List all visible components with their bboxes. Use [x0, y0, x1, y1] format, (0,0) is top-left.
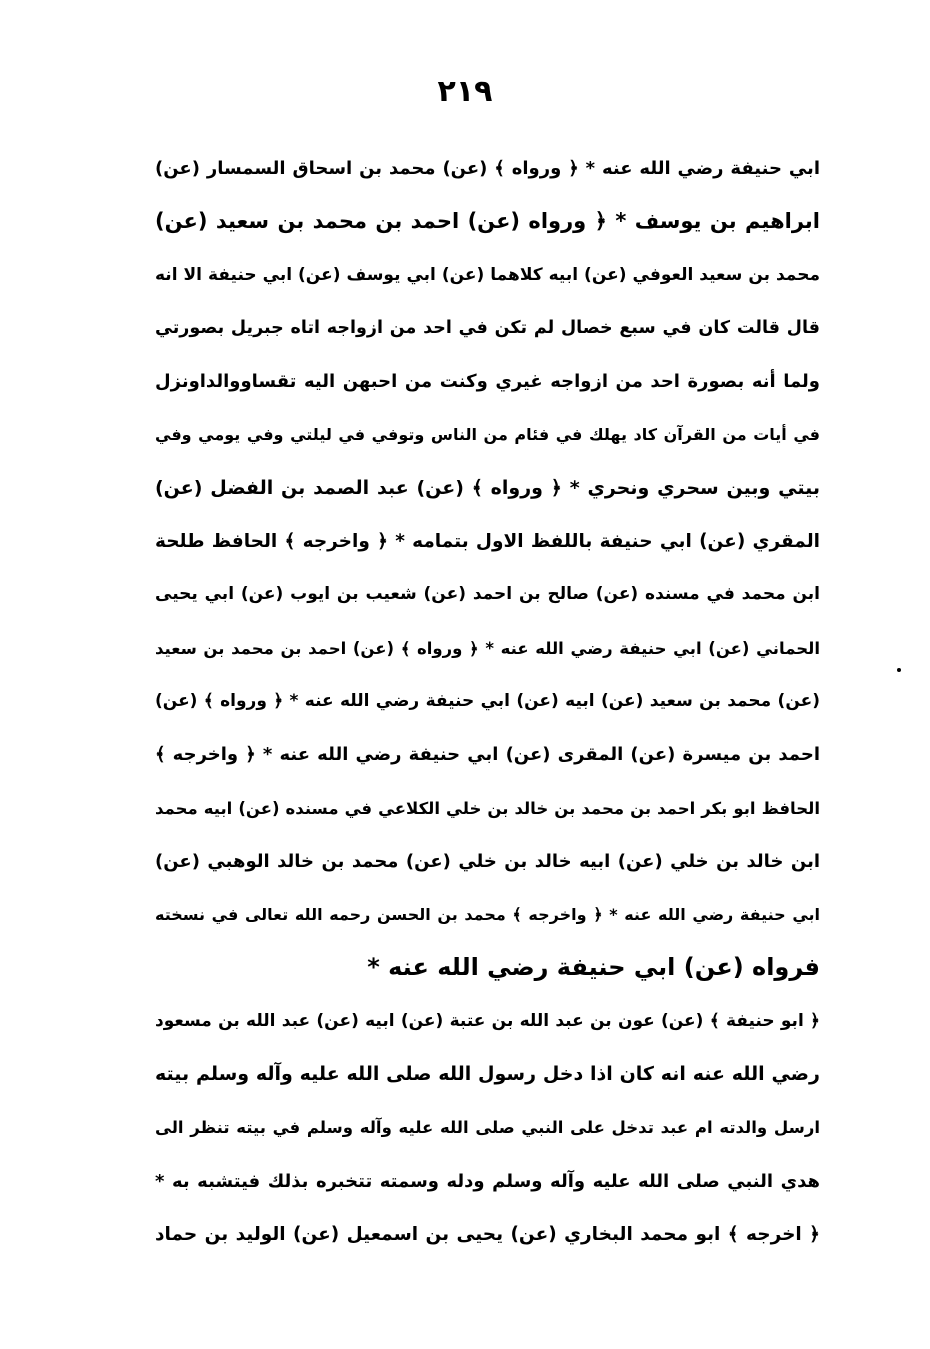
text-line: رضي الله عنه انه كان اذا دخل رسول الله صلى الله عليه وآله وسلم بيته [155, 1063, 820, 1086]
text-line: ولما أنه بصورة احد من ازواجه غيري وكنت من احبهن اليه تقساووالداونزل [155, 371, 820, 393]
text-line: هدي النبي صلى الله عليه وآله وسلم ودله وسمته تتخبره بذلك فيتشبه به * [155, 1170, 820, 1192]
text-line: ابن خالد بن خلي (عن) ابيه خالد بن خلي (عن) محمد بن خالد الوهبي (عن) [155, 850, 820, 872]
text-line: فرواه (عن) ابي حنيفة رضي الله عنه * [367, 953, 820, 982]
text-line: احمد بن ميسرة (عن) المقرى (عن) ابي حنيفة رضي الله عنه * ﴿ واخرجه ﴾ [155, 744, 820, 766]
text-line: الحافظ ابو بكر احمد بن محمد بن خالد بن خلي الكلاعي في مسنده (عن) ابيه محمد [155, 798, 820, 818]
text-line: الحماني (عن) ابي حنيفة رضي الله عنه * ﴿ ورواه ﴾ (عن) احمد بن محمد بن سعيد [155, 638, 820, 658]
text-line: المقري (عن) ابي حنيفة باللفظ الاول بتمامه * ﴿ واخرجه ﴾ الحافظ طلحة [155, 531, 820, 553]
text-line: ﴿ ابو حنيفة ﴾ (عن) عون بن عبد الله بن عتبة (عن) ابيه (عن) عبد الله بن مسعود [155, 1010, 820, 1031]
text-line: ابي حنيفة رضي الله عنه * ﴿ واخرجه ﴾ محمد بن الحسن رحمه الله تعالى في نسخته [155, 905, 820, 925]
page-number: ٢١٩ [437, 74, 493, 109]
text-line: ارسل والدته ام عبد تدخل على النبي صلى الله عليه وآله وسلم في بيته تنظر الى [155, 1118, 820, 1138]
text-line: قال قالت كان في سبع خصال لم تكن في احد من ازواجه اتاه جبريل بصورتي [155, 317, 820, 338]
ink-speck [897, 668, 901, 672]
text-line: ابراهيم بن يوسف * ﴿ ورواه (عن) احمد بن محمد بن سعيد (عن) [155, 209, 820, 234]
text-line: ﴿ اخرجه ﴾ ابو محمد البخاري (عن) يحيى بن اسمعيل (عن) الوليد بن حماد [155, 1223, 820, 1245]
text-line: ابي حنيفة رضي الله عنه * ﴿ ورواه ﴾ (عن) محمد بن اسحاق السمسار (عن) [155, 158, 820, 179]
text-line: بيتي وبين سحري ونحري * ﴿ ورواه ﴾ (عن) عبد الصمد بن الفضل (عن) [155, 476, 820, 499]
text-line: محمد بن سعيد العوفي (عن) ابيه كلاهما (عن) ابي يوسف (عن) ابي حنيفة الا انه [155, 264, 820, 285]
body-text [155, 142, 820, 1261]
text-line: (عن) محمد بن سعيد (عن) ابيه (عن) ابي حنيفة رضي الله عنه * ﴿ ورواه ﴾ (عن) [155, 690, 820, 711]
text-line: في أيات من القرآن كاد يهلك في فئام من الناس وتوفي في ليلتي وفي يومي وفي [155, 425, 820, 445]
text-line: ابن محمد في مسنده (عن) صالح بن احمد (عن) شعيب بن ايوب (عن) ابي يحيى [155, 584, 820, 605]
